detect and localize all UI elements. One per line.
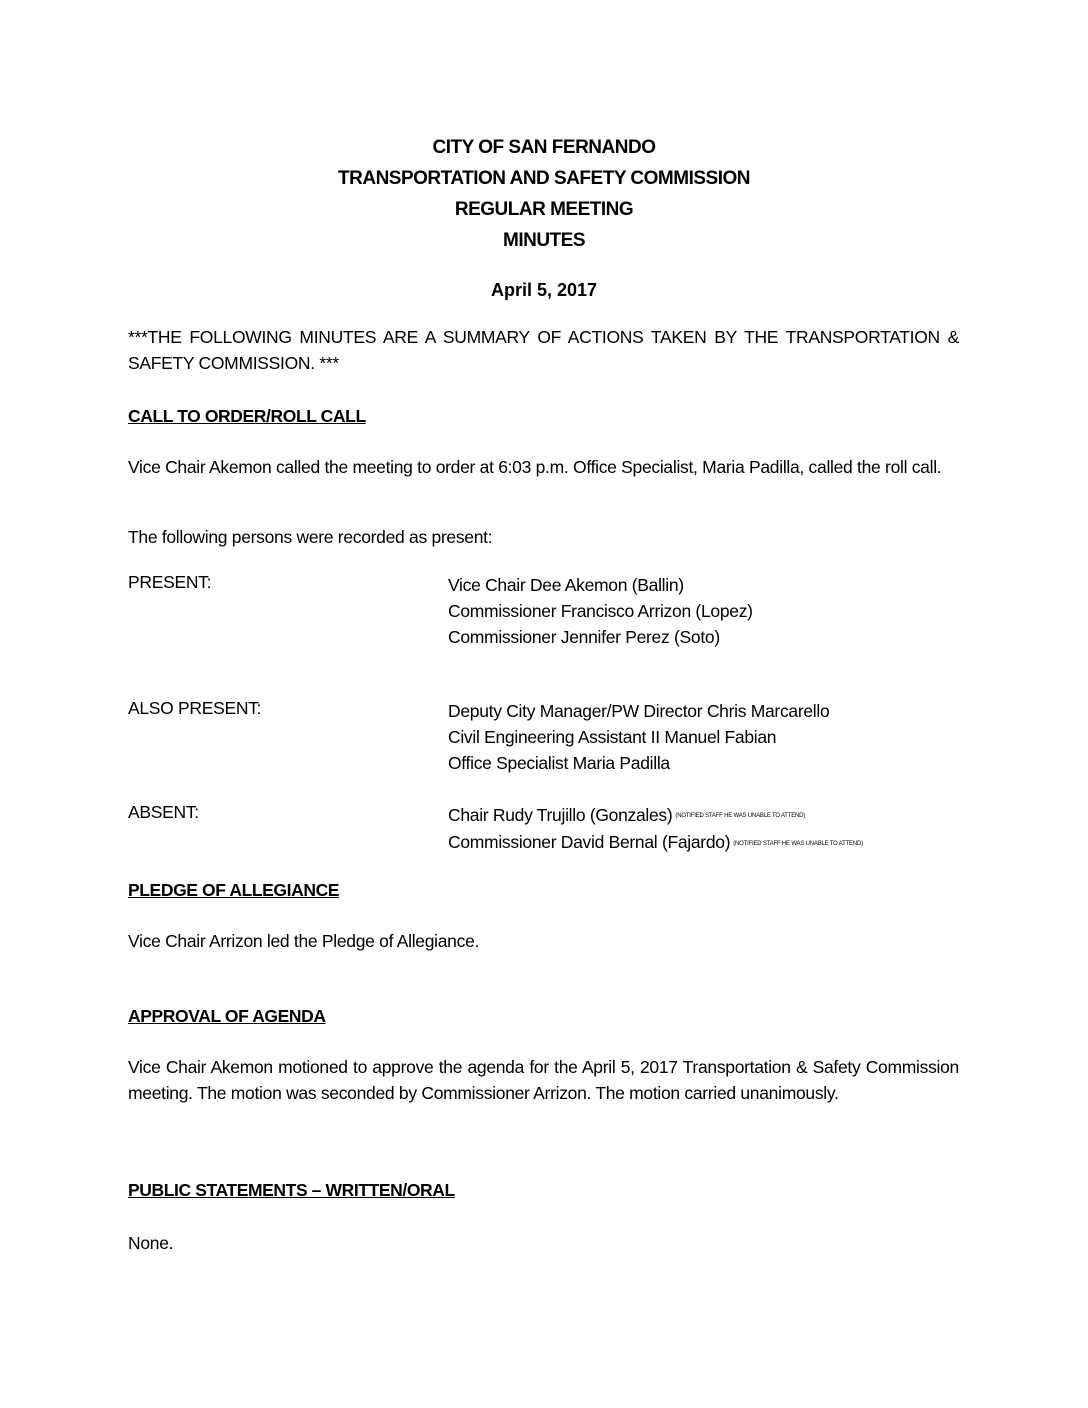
present-person: Commissioner Francisco Arrizon (Lopez): [448, 601, 753, 621]
agenda-text: Vice Chair Akemon motioned to approve the agenda for the April 5, 2017 Transportation & Safety Commission meeting. The motion was seconded by Commissioner Arrizon. The motion carried unanimously.: [128, 1057, 959, 1103]
also-present-person: Deputy City Manager/PW Director Chris Marcarello: [448, 701, 830, 721]
also-present-list: [448, 698, 829, 776]
intro-summary: ***THE FOLLOWING MINUTES ARE A SUMMARY OF ACTIONS TAKEN BY THE TRANSPORTATION & SAFETY COMMISSION. ***: [128, 327, 959, 373]
pledge-text: Vice Chair Arrizon led the Pledge of Allegiance.: [128, 931, 480, 951]
heading-call-to-order: CALL TO ORDER/ROLL CALL: [128, 406, 366, 426]
heading-agenda: APPROVAL OF AGENDA: [128, 1006, 326, 1026]
absent-person: [448, 829, 863, 856]
also-present-label: ALSO PRESENT:: [128, 698, 262, 718]
present-list: [448, 572, 753, 650]
absent-person-note: (NOTIFIED STAFF HE WAS UNABLE TO ATTEND): [733, 840, 863, 847]
also-present-person: Office Specialist Maria Padilla: [448, 753, 670, 773]
heading-pledge: PLEDGE OF ALLEGIANCE: [128, 880, 340, 900]
public-statements-text: None.: [128, 1233, 174, 1253]
persons-intro: The following persons were recorded as present:: [128, 527, 493, 547]
present-person: Commissioner Jennifer Perez (Soto): [448, 627, 720, 647]
call-to-order-text: Vice Chair Akemon called the meeting to order at 6:03 p.m. Office Specialist, Maria Padilla, called the roll call.: [128, 457, 942, 477]
document-title: [0, 132, 1088, 256]
also-present-person: Civil Engineering Assistant II Manuel Fabian: [448, 727, 777, 747]
absent-person: [448, 802, 863, 829]
title-minutes: MINUTES: [503, 230, 585, 251]
absent-label: ABSENT:: [128, 802, 199, 822]
title-meeting-type: REGULAR MEETING: [454, 199, 634, 220]
absent-person-name: Chair Rudy Trujillo (Gonzales): [448, 805, 673, 825]
absent-person-name: Commissioner David Bernal (Fajardo): [448, 832, 731, 853]
present-person: Vice Chair Dee Akemon (Ballin): [448, 575, 684, 595]
absent-person-note: (NOTIFIED STAFF HE WAS UNABLE TO ATTEND): [675, 813, 806, 820]
meeting-date: April 5, 2017: [490, 280, 598, 300]
present-label: PRESENT:: [128, 572, 212, 592]
absent-list: [448, 802, 863, 857]
heading-public-statements: PUBLIC STATEMENTS – WRITTEN/ORAL: [128, 1180, 455, 1200]
title-city: CITY OF SAN FERNANDO: [432, 137, 656, 158]
title-commission: TRANSPORTATION AND SAFETY COMMISSION: [338, 168, 750, 189]
